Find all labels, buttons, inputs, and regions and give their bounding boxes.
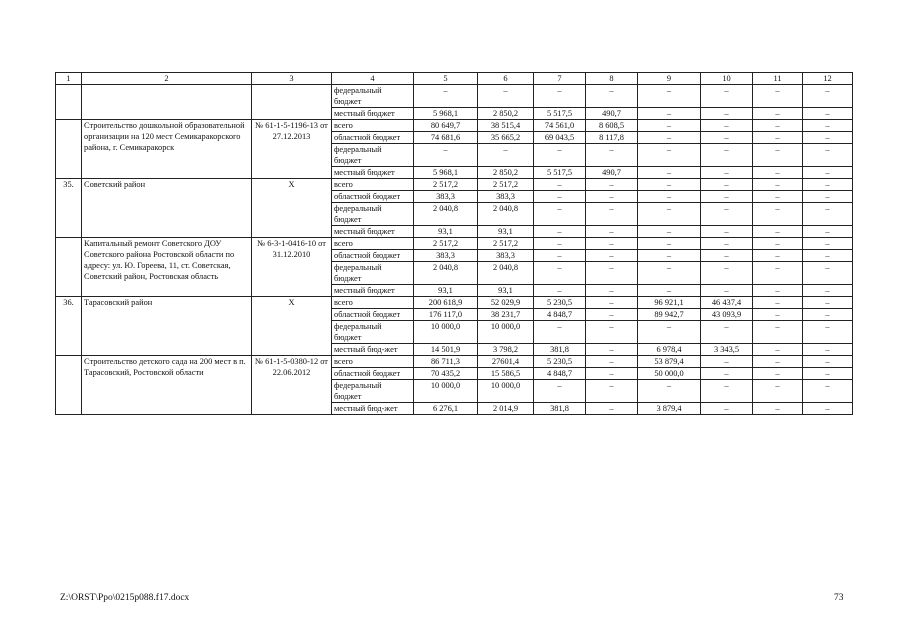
value-cell: 2 850,2 bbox=[478, 167, 534, 179]
value-cell: – bbox=[638, 285, 701, 297]
value-cell: – bbox=[803, 167, 853, 179]
value-cell: 35 665,2 bbox=[478, 132, 534, 144]
table-row bbox=[56, 120, 853, 132]
value-cell: – bbox=[701, 262, 753, 285]
funding-source: всего bbox=[332, 179, 414, 191]
value-cell: 6 978,4 bbox=[638, 344, 701, 356]
value-cell: – bbox=[638, 191, 701, 203]
value-cell: 381,8 bbox=[534, 403, 586, 415]
value-cell: – bbox=[638, 120, 701, 132]
funding-source: всего bbox=[332, 297, 414, 309]
table-row bbox=[56, 179, 853, 191]
value-cell: – bbox=[803, 108, 853, 120]
value-cell: 383,3 bbox=[478, 191, 534, 203]
value-cell: – bbox=[753, 403, 803, 415]
value-cell: – bbox=[803, 403, 853, 415]
value-cell: – bbox=[638, 167, 701, 179]
funding-source: федеральный бюджет bbox=[332, 321, 414, 344]
value-cell: 2 517,2 bbox=[478, 179, 534, 191]
value-cell: – bbox=[478, 144, 534, 167]
budget-table bbox=[55, 72, 853, 415]
value-cell: – bbox=[701, 191, 753, 203]
value-cell: – bbox=[803, 344, 853, 356]
document-ref: Х bbox=[252, 297, 332, 356]
value-cell: – bbox=[753, 144, 803, 167]
value-cell: 50 000,0 bbox=[638, 368, 701, 380]
funding-source: всего bbox=[332, 120, 414, 132]
value-cell: – bbox=[586, 344, 638, 356]
value-cell: – bbox=[803, 132, 853, 144]
value-cell: – bbox=[478, 85, 534, 108]
value-cell: – bbox=[586, 309, 638, 321]
funding-source: местный бюд-жет bbox=[332, 403, 414, 415]
value-cell: 70 435,2 bbox=[414, 368, 478, 380]
value-cell: 2 040,8 bbox=[414, 262, 478, 285]
table-row bbox=[56, 356, 853, 368]
row-number bbox=[56, 85, 82, 120]
value-cell: – bbox=[701, 285, 753, 297]
value-cell: – bbox=[701, 356, 753, 368]
value-cell: – bbox=[638, 238, 701, 250]
value-cell: 10 000,0 bbox=[414, 321, 478, 344]
value-cell: – bbox=[638, 203, 701, 226]
value-cell: – bbox=[753, 356, 803, 368]
header-cell: 6 bbox=[478, 73, 534, 85]
value-cell: 5 517,5 bbox=[534, 167, 586, 179]
header-cell: 9 bbox=[638, 73, 701, 85]
item-name: Советский район bbox=[82, 179, 252, 238]
value-cell: – bbox=[701, 380, 753, 403]
value-cell: 43 093,9 bbox=[701, 309, 753, 321]
value-cell: – bbox=[586, 85, 638, 108]
value-cell: 2 014,9 bbox=[478, 403, 534, 415]
value-cell: – bbox=[586, 262, 638, 285]
value-cell: – bbox=[803, 179, 853, 191]
funding-source: областной бюджет bbox=[332, 132, 414, 144]
value-cell: 200 618,9 bbox=[414, 297, 478, 309]
document-ref: № 6-3-1-0416-10 от 31.12.2010 bbox=[252, 238, 332, 297]
value-cell: – bbox=[534, 144, 586, 167]
value-cell: 14 501,9 bbox=[414, 344, 478, 356]
value-cell: 53 879,4 bbox=[638, 356, 701, 368]
value-cell: – bbox=[638, 85, 701, 108]
value-cell: – bbox=[701, 144, 753, 167]
funding-source: федеральный бюджет bbox=[332, 144, 414, 167]
value-cell: 38 231,7 bbox=[478, 309, 534, 321]
header-cell: 5 bbox=[414, 73, 478, 85]
value-cell: – bbox=[753, 250, 803, 262]
value-cell: – bbox=[753, 297, 803, 309]
value-cell: – bbox=[701, 238, 753, 250]
value-cell: – bbox=[534, 226, 586, 238]
value-cell: 5 968,1 bbox=[414, 108, 478, 120]
row-number bbox=[56, 120, 82, 179]
value-cell: – bbox=[701, 368, 753, 380]
value-cell: – bbox=[803, 120, 853, 132]
value-cell: – bbox=[638, 321, 701, 344]
value-cell: 46 437,4 bbox=[701, 297, 753, 309]
funding-source: местный бюджет bbox=[332, 226, 414, 238]
value-cell: 93,1 bbox=[414, 285, 478, 297]
value-cell: – bbox=[638, 179, 701, 191]
header-cell: 8 bbox=[586, 73, 638, 85]
value-cell: – bbox=[701, 85, 753, 108]
value-cell: 2 517,2 bbox=[478, 238, 534, 250]
value-cell: 15 586,5 bbox=[478, 368, 534, 380]
table-row bbox=[56, 297, 853, 309]
header-cell: 3 bbox=[252, 73, 332, 85]
funding-source: местный бюджет bbox=[332, 285, 414, 297]
value-cell: – bbox=[753, 226, 803, 238]
value-cell: – bbox=[534, 250, 586, 262]
value-cell: 381,8 bbox=[534, 344, 586, 356]
value-cell: 490,7 bbox=[586, 108, 638, 120]
value-cell: 5 230,5 bbox=[534, 297, 586, 309]
value-cell: – bbox=[638, 132, 701, 144]
value-cell: 2 517,2 bbox=[414, 238, 478, 250]
document-ref bbox=[252, 85, 332, 120]
value-cell: 5 230,5 bbox=[534, 356, 586, 368]
value-cell: – bbox=[586, 179, 638, 191]
value-cell: 74 681,6 bbox=[414, 132, 478, 144]
value-cell: – bbox=[753, 309, 803, 321]
document-ref: Х bbox=[252, 179, 332, 238]
value-cell: 89 942,7 bbox=[638, 309, 701, 321]
value-cell: – bbox=[534, 285, 586, 297]
value-cell: – bbox=[803, 297, 853, 309]
value-cell: 2 850,2 bbox=[478, 108, 534, 120]
value-cell: – bbox=[586, 403, 638, 415]
funding-source: областной бюджет bbox=[332, 250, 414, 262]
value-cell: – bbox=[753, 203, 803, 226]
value-cell: – bbox=[753, 262, 803, 285]
value-cell: 38 515,4 bbox=[478, 120, 534, 132]
value-cell: 8 117,8 bbox=[586, 132, 638, 144]
value-cell: – bbox=[803, 226, 853, 238]
value-cell: – bbox=[701, 120, 753, 132]
value-cell: – bbox=[701, 203, 753, 226]
value-cell: – bbox=[803, 85, 853, 108]
value-cell: – bbox=[803, 368, 853, 380]
value-cell: 383,3 bbox=[414, 250, 478, 262]
value-cell: – bbox=[701, 403, 753, 415]
value-cell: 2 040,8 bbox=[478, 262, 534, 285]
value-cell: – bbox=[414, 144, 478, 167]
value-cell: – bbox=[753, 344, 803, 356]
value-cell: – bbox=[701, 108, 753, 120]
value-cell: – bbox=[803, 380, 853, 403]
value-cell: – bbox=[534, 179, 586, 191]
row-number bbox=[56, 238, 82, 297]
value-cell: – bbox=[586, 368, 638, 380]
item-name: Строительство детского сада на 200 мест в п. Тарасовский, Ростовской области bbox=[82, 356, 252, 415]
funding-source: всего bbox=[332, 356, 414, 368]
value-cell: – bbox=[638, 380, 701, 403]
value-cell: 10 000,0 bbox=[478, 380, 534, 403]
value-cell: 86 711,3 bbox=[414, 356, 478, 368]
value-cell: – bbox=[753, 108, 803, 120]
value-cell: – bbox=[803, 285, 853, 297]
value-cell: 2 517,2 bbox=[414, 179, 478, 191]
funding-source: всего bbox=[332, 238, 414, 250]
funding-source: федеральный бюджет bbox=[332, 262, 414, 285]
value-cell: – bbox=[753, 238, 803, 250]
funding-source: местный бюд-жет bbox=[332, 344, 414, 356]
value-cell: 3 343,5 bbox=[701, 344, 753, 356]
item-name: Строительство дошкольной образовательной организации на 120 мест Семикаракорского района, г. Семикаракорск bbox=[82, 120, 252, 179]
value-cell: 93,1 bbox=[414, 226, 478, 238]
header-cell: 4 bbox=[332, 73, 414, 85]
value-cell: – bbox=[701, 321, 753, 344]
value-cell: – bbox=[586, 380, 638, 403]
value-cell: – bbox=[638, 108, 701, 120]
header-cell: 12 bbox=[803, 73, 853, 85]
value-cell: – bbox=[803, 144, 853, 167]
value-cell: 80 649,7 bbox=[414, 120, 478, 132]
value-cell: 4 848,7 bbox=[534, 368, 586, 380]
table-row bbox=[56, 85, 853, 108]
value-cell: – bbox=[803, 356, 853, 368]
funding-source: областной бюджет bbox=[332, 368, 414, 380]
header-cell: 10 bbox=[701, 73, 753, 85]
value-cell: 10 000,0 bbox=[478, 321, 534, 344]
value-cell: – bbox=[803, 203, 853, 226]
footer-file-path: Z:\ORST\Ppo\0215p088.f17.docx bbox=[60, 593, 190, 603]
value-cell: – bbox=[701, 179, 753, 191]
value-cell: 96 921,1 bbox=[638, 297, 701, 309]
funding-source: местный бюджет bbox=[332, 108, 414, 120]
value-cell: 6 276,1 bbox=[414, 403, 478, 415]
value-cell: – bbox=[586, 238, 638, 250]
value-cell: – bbox=[534, 380, 586, 403]
document-ref: № 61-1-5-0380-12 от 22.06.2012 bbox=[252, 356, 332, 415]
value-cell: – bbox=[586, 144, 638, 167]
table-body bbox=[56, 73, 853, 415]
value-cell: 69 043,5 bbox=[534, 132, 586, 144]
header-cell: 7 bbox=[534, 73, 586, 85]
value-cell: – bbox=[586, 356, 638, 368]
item-name: Тарасовский район bbox=[82, 297, 252, 356]
value-cell: – bbox=[534, 191, 586, 203]
value-cell: – bbox=[753, 167, 803, 179]
value-cell: – bbox=[701, 132, 753, 144]
value-cell: – bbox=[638, 262, 701, 285]
value-cell: 10 000,0 bbox=[414, 380, 478, 403]
value-cell: – bbox=[753, 380, 803, 403]
funding-source: федеральный бюджет bbox=[332, 85, 414, 108]
value-cell: 3 798,2 bbox=[478, 344, 534, 356]
value-cell: – bbox=[753, 179, 803, 191]
value-cell: – bbox=[803, 191, 853, 203]
value-cell: 93,1 bbox=[478, 226, 534, 238]
value-cell: – bbox=[753, 321, 803, 344]
value-cell: 93,1 bbox=[478, 285, 534, 297]
row-number: 35. bbox=[56, 179, 82, 238]
value-cell: – bbox=[638, 144, 701, 167]
value-cell: – bbox=[803, 321, 853, 344]
value-cell: 5 517,5 bbox=[534, 108, 586, 120]
value-cell: – bbox=[534, 321, 586, 344]
table-row bbox=[56, 238, 853, 250]
value-cell: – bbox=[586, 297, 638, 309]
value-cell: – bbox=[414, 85, 478, 108]
value-cell: – bbox=[701, 167, 753, 179]
value-cell: – bbox=[534, 85, 586, 108]
value-cell: – bbox=[534, 262, 586, 285]
header-cell: 1 bbox=[56, 73, 82, 85]
value-cell: 490,7 bbox=[586, 167, 638, 179]
header-cell: 2 bbox=[82, 73, 252, 85]
value-cell: – bbox=[586, 191, 638, 203]
value-cell: – bbox=[803, 309, 853, 321]
value-cell: 383,3 bbox=[414, 191, 478, 203]
value-cell: – bbox=[753, 85, 803, 108]
row-number: 36. bbox=[56, 297, 82, 356]
funding-source: федеральный бюджет bbox=[332, 203, 414, 226]
header-cell: 11 bbox=[753, 73, 803, 85]
value-cell: 383,3 bbox=[478, 250, 534, 262]
value-cell: – bbox=[701, 226, 753, 238]
row-number bbox=[56, 356, 82, 415]
item-name bbox=[82, 85, 252, 120]
value-cell: – bbox=[586, 226, 638, 238]
value-cell: – bbox=[638, 250, 701, 262]
value-cell: 2 040,8 bbox=[414, 203, 478, 226]
document-ref: № 61-1-5-1196-13 от 27.12.2013 bbox=[252, 120, 332, 179]
value-cell: – bbox=[586, 203, 638, 226]
page-number: 73 bbox=[834, 593, 844, 603]
value-cell: – bbox=[803, 250, 853, 262]
value-cell: – bbox=[803, 238, 853, 250]
value-cell: 176 117,0 bbox=[414, 309, 478, 321]
funding-source: местный бюджет bbox=[332, 167, 414, 179]
value-cell: – bbox=[586, 250, 638, 262]
value-cell: 74 561,0 bbox=[534, 120, 586, 132]
value-cell: – bbox=[753, 132, 803, 144]
value-cell: 8 608,5 bbox=[586, 120, 638, 132]
value-cell: – bbox=[586, 321, 638, 344]
value-cell: – bbox=[586, 285, 638, 297]
item-name: Капитальный ремонт Советского ДОУ Советского района Ростовской области по адресу: ул. Ю. Гореева, 11, ст. Советская, Советский район, Ростовская область bbox=[82, 238, 252, 297]
value-cell: 3 879,4 bbox=[638, 403, 701, 415]
value-cell: – bbox=[803, 262, 853, 285]
header-row bbox=[56, 73, 853, 85]
value-cell: 4 848,7 bbox=[534, 309, 586, 321]
value-cell: – bbox=[534, 238, 586, 250]
value-cell: – bbox=[753, 191, 803, 203]
value-cell: 27601,4 bbox=[478, 356, 534, 368]
value-cell: – bbox=[701, 250, 753, 262]
funding-source: областной бюджет bbox=[332, 191, 414, 203]
value-cell: 2 040,8 bbox=[478, 203, 534, 226]
value-cell: – bbox=[534, 203, 586, 226]
value-cell: – bbox=[753, 368, 803, 380]
value-cell: 52 029,9 bbox=[478, 297, 534, 309]
value-cell: – bbox=[753, 285, 803, 297]
funding-source: федеральный бюджет bbox=[332, 380, 414, 403]
funding-source: областной бюджет bbox=[332, 309, 414, 321]
value-cell: 5 968,1 bbox=[414, 167, 478, 179]
value-cell: – bbox=[753, 120, 803, 132]
value-cell: – bbox=[638, 226, 701, 238]
